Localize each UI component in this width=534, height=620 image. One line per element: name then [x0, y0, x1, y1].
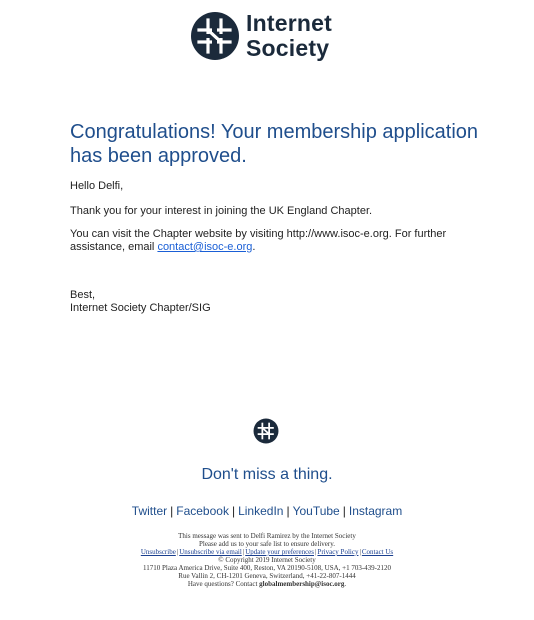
- greeting: Hello Delfi,: [70, 180, 124, 192]
- unsubscribe-link[interactable]: Unsubscribe: [140, 548, 176, 556]
- email-headline: Congratulations! Your membership application has been approved.: [70, 121, 479, 167]
- questions-text: Have questions? Contact: [187, 580, 260, 588]
- global-membership-email[interactable]: globalmembership@isoc.org: [259, 580, 345, 588]
- questions-end: .: [344, 580, 347, 588]
- linkedin-link[interactable]: LinkedIn: [238, 504, 284, 518]
- signature: Internet Society Chapter/SIG: [70, 302, 211, 314]
- preference-links: [0, 548, 534, 556]
- internet-society-logo-icon[interactable]: [190, 11, 240, 61]
- contact-email-link[interactable]: contact@isoc-e.org: [157, 241, 253, 253]
- brand-name[interactable]: [246, 11, 332, 61]
- signoff: Best,: [70, 289, 96, 301]
- separator: |: [231, 504, 236, 518]
- separator: |: [176, 548, 179, 556]
- visit-text-end: .: [252, 241, 256, 253]
- separator: |: [242, 548, 245, 556]
- brand-line-1: Internet: [246, 10, 332, 36]
- address-reston: 11710 Plaza America Drive, Suite 400, Reston, VA 20190-5108, USA, +1 703-439-2120: [142, 564, 392, 572]
- youtube-link[interactable]: YouTube: [292, 504, 340, 518]
- visit-paragraph: [70, 228, 470, 254]
- email-header: [0, 11, 534, 67]
- contact-us-link[interactable]: Contact Us: [361, 548, 394, 556]
- separator: |: [359, 548, 361, 556]
- unsubscribe-email-link[interactable]: Unsubscribe via email: [179, 548, 242, 556]
- thanks-paragraph: Thank you for your interest in joining the UK England Chapter.: [70, 205, 373, 217]
- address-geneva: Rue Vallin 2, CH-1201 Geneva, Switzerland, +41-22-807-1444: [178, 572, 356, 580]
- update-preferences-link[interactable]: Update your preferences: [245, 548, 315, 556]
- questions-line: [0, 580, 534, 588]
- separator: |: [342, 504, 346, 518]
- brand-line-2: Society: [246, 35, 330, 61]
- privacy-policy-link[interactable]: Privacy Policy: [317, 548, 359, 556]
- copyright: © Copyright 2019 Internet Society: [218, 556, 316, 564]
- separator: |: [170, 504, 174, 518]
- separator: |: [315, 548, 317, 556]
- facebook-link[interactable]: Facebook: [176, 504, 229, 518]
- visit-text: You can visit the Chapter website by visiting http://www.isoc-e.org. For further assistance, email: [70, 228, 447, 253]
- footer-tagline: Don't miss a thing.: [201, 466, 333, 483]
- sent-to-text: This message was sent to Delfi Ramirez by the Internet Society: [178, 532, 356, 540]
- safe-list-text: Please add us to your safe list to ensure delivery.: [198, 540, 335, 548]
- social-links: [0, 504, 534, 518]
- separator: |: [286, 504, 290, 518]
- instagram-link[interactable]: Instagram: [348, 504, 403, 518]
- twitter-link[interactable]: Twitter: [131, 504, 168, 518]
- internet-society-footer-logo-icon[interactable]: [253, 418, 279, 444]
